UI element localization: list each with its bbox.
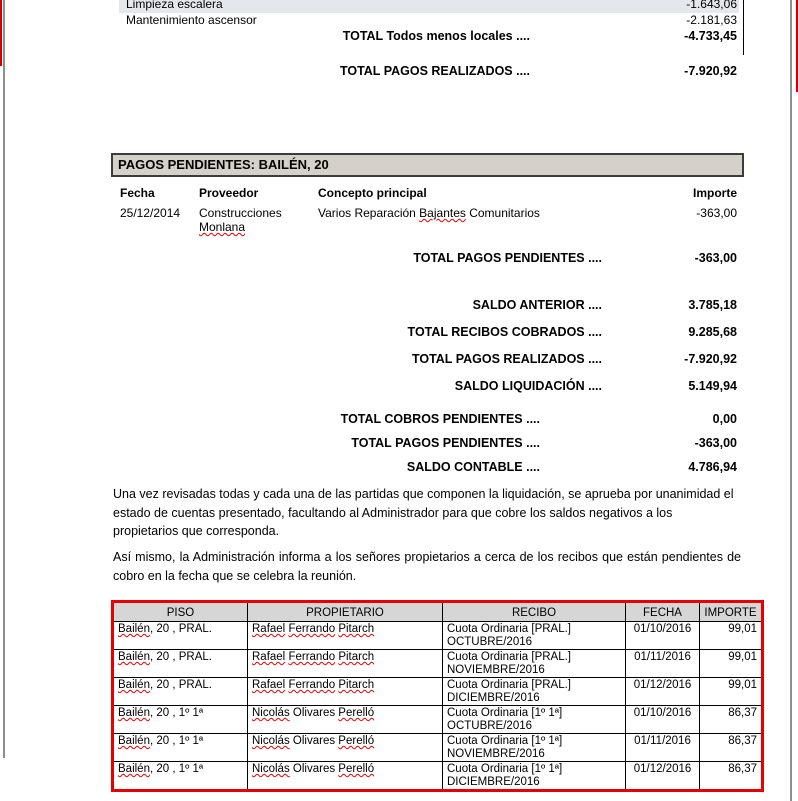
total-label: TOTAL PAGOS PENDIENTES ....	[413, 251, 602, 265]
proveedor-line1: Construcciones	[199, 206, 282, 220]
receipt-piso: Bailén, 20 , 1º 1ª	[113, 706, 248, 734]
receipt-importe: 86,37	[700, 706, 763, 734]
pending-row-fecha: 25/12/2014	[120, 206, 181, 220]
summary-line	[113, 325, 737, 340]
balance-line	[113, 436, 737, 451]
column-divider-line	[743, 0, 744, 55]
receipt-piso: Bailén, 20 , PRAL.	[113, 622, 248, 650]
receipt-propietario: Nicolás Olivares Perelló	[248, 706, 443, 734]
receipt-fecha: 01/12/2016	[626, 678, 700, 706]
total-value: -7.920,92	[684, 64, 737, 78]
ledger-row	[126, 13, 737, 27]
ledger-row-label: Limpieza escalera	[126, 0, 223, 11]
summary-label: SALDO ANTERIOR ....	[472, 298, 602, 312]
receipt-propietario: Nicolás Olivares Perelló	[248, 762, 443, 791]
receipt-fecha: 01/11/2016	[626, 650, 700, 678]
approval-paragraph: Una vez revisadas todas y cada una de las partidas que componen la liquidación, se aprueba por unanimidad el estado de cuentas presentado, facultando al Administrador para que cobre los saldos negativos a los propietarios que corresponda.	[113, 487, 734, 538]
summary-label: TOTAL RECIBOS COBRADOS ....	[407, 325, 602, 339]
receipts-col-header: IMPORTE	[700, 602, 763, 622]
receipt-row	[113, 734, 763, 762]
receipts-col-header: PISO	[113, 602, 248, 622]
receipt-fecha: 01/10/2016	[626, 706, 700, 734]
receipt-row	[113, 650, 763, 678]
info-paragraph: Así mismo, la Administración informa a los señores propietarios a cerca de los recibos que están pendientes de cobro en la fecha que se celebra la reunión.	[113, 550, 741, 583]
page-left-edge-line	[3, 0, 5, 758]
receipts-col-header: RECIBO	[443, 602, 626, 622]
ledger-row-value: -1.643,06	[686, 0, 737, 11]
receipt-propietario: Rafael Ferrando Pitarch	[248, 622, 443, 650]
col-header-importe: Importe	[692, 186, 737, 200]
receipt-importe: 99,01	[700, 622, 763, 650]
receipt-row	[113, 706, 763, 734]
total-group-line	[113, 29, 737, 44]
pending-row-proveedor	[199, 206, 311, 234]
ledger-row	[126, 0, 737, 11]
pending-row-concepto: Varios Reparación Bajantes Comunitarios	[318, 206, 540, 220]
ledger-row-value: -2.181,63	[686, 13, 737, 27]
summary-line	[113, 379, 737, 394]
balance-label: TOTAL PAGOS PENDIENTES ....	[351, 436, 540, 450]
receipt-recibo: Cuota Ordinaria [1º 1ª] DICIEMBRE/2016	[443, 762, 626, 791]
col-header-fecha: Fecha	[120, 186, 155, 200]
receipt-importe: 86,37	[700, 734, 763, 762]
receipt-importe: 99,01	[700, 650, 763, 678]
pending-receipts-annotation-box	[111, 600, 764, 792]
receipt-recibo: Cuota Ordinaria [PRAL.] OCTUBRE/2016	[443, 622, 626, 650]
total-value: -4.733,45	[684, 29, 737, 43]
summary-line	[113, 352, 737, 367]
receipt-importe: 99,01	[700, 678, 763, 706]
receipt-fecha: 01/11/2016	[626, 734, 700, 762]
receipt-fecha: 01/10/2016	[626, 622, 700, 650]
balance-label: SALDO CONTABLE ....	[406, 460, 540, 474]
summary-label: TOTAL PAGOS REALIZADOS ....	[411, 352, 602, 366]
receipt-propietario: Nicolás Olivares Perelló	[248, 734, 443, 762]
receipt-piso: Bailén, 20 , PRAL.	[113, 678, 248, 706]
receipt-recibo: Cuota Ordinaria [1º 1ª] OCTUBRE/2016	[443, 706, 626, 734]
balance-line	[113, 412, 737, 427]
balance-value: -363,00	[694, 436, 737, 450]
summary-value: 9.285,68	[688, 325, 737, 339]
annotation-left-edge-mark	[0, 0, 2, 66]
receipt-recibo: Cuota Ordinaria [PRAL.] DICIEMBRE/2016	[443, 678, 626, 706]
receipt-recibo: Cuota Ordinaria [1º 1ª] NOVIEMBRE/2016	[443, 734, 626, 762]
receipt-piso: Bailén, 20 , PRAL.	[113, 650, 248, 678]
total-label: TOTAL PAGOS REALIZADOS ....	[339, 64, 530, 78]
proveedor-line2: Monlana	[199, 220, 246, 234]
summary-value: 5.149,94	[688, 379, 737, 393]
summary-value: 3.785,18	[688, 298, 737, 312]
receipt-row	[113, 622, 763, 650]
receipt-piso: Bailén, 20 , 1º 1ª	[113, 734, 248, 762]
ledger-row-label: Mantenimiento ascensor	[126, 13, 257, 27]
balance-value: 4.786,94	[688, 460, 737, 474]
col-header-proveedor: Proveedor	[199, 186, 259, 200]
summary-line	[113, 298, 737, 313]
pending-row-importe: -363,00	[696, 206, 737, 220]
section-header	[111, 153, 744, 177]
receipts-col-header: FECHA	[626, 602, 700, 622]
receipt-fecha: 01/12/2016	[626, 762, 700, 791]
receipt-row	[113, 762, 763, 791]
receipt-propietario: Rafael Ferrando Pitarch	[248, 678, 443, 706]
receipts-header-row	[113, 602, 763, 622]
receipt-recibo: Cuota Ordinaria [PRAL.] NOVIEMBRE/2016	[443, 650, 626, 678]
balance-line	[113, 460, 737, 475]
receipt-propietario: Rafael Ferrando Pitarch	[248, 650, 443, 678]
summary-label: SALDO LIQUIDACIÓN ....	[454, 379, 602, 393]
total-pending-line	[113, 251, 737, 266]
receipt-importe: 86,37	[700, 762, 763, 791]
section-title: PAGOS PENDIENTES: BAILÉN, 20	[118, 157, 329, 172]
total-payments-line	[113, 64, 737, 79]
receipt-row	[113, 678, 763, 706]
col-header-concepto: Concepto principal	[318, 186, 427, 200]
total-value: -363,00	[694, 251, 737, 265]
receipt-piso: Bailén, 20 , 1º 1ª	[113, 762, 248, 791]
balance-label: TOTAL COBROS PENDIENTES ....	[340, 412, 540, 426]
total-label: TOTAL Todos menos locales ....	[342, 29, 530, 43]
page-right-edge-line	[790, 0, 792, 801]
summary-value: -7.920,92	[684, 352, 737, 366]
pending-receipts-table	[111, 600, 764, 792]
receipts-col-header: PROPIETARIO	[248, 602, 443, 622]
receipts-table-body	[113, 622, 763, 791]
balance-value: 0,00	[712, 412, 737, 426]
